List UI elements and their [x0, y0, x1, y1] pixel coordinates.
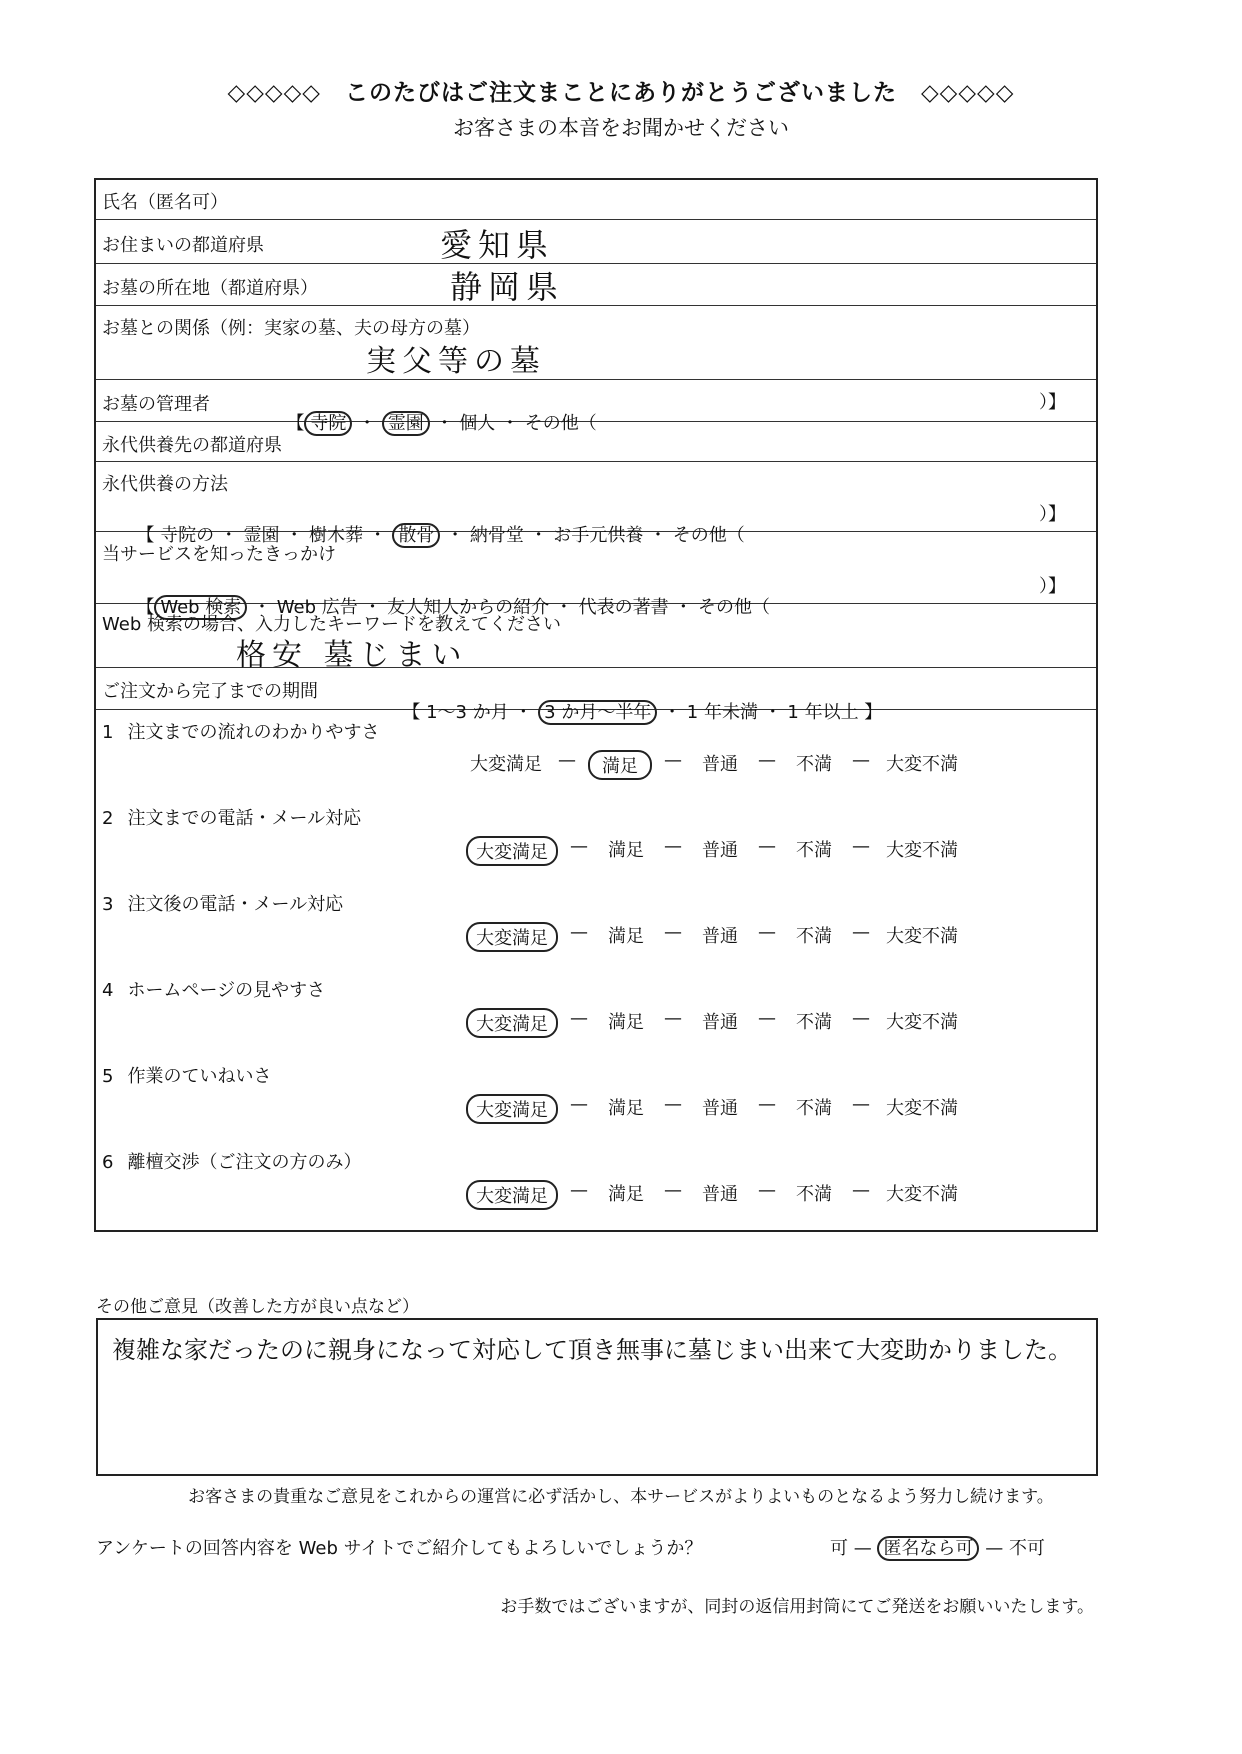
- question-number: 1: [102, 722, 114, 743]
- question-1-scale[interactable]: [466, 750, 962, 780]
- question-1-text: [102, 718, 379, 744]
- question-2-option-3[interactable]: 不満: [796, 840, 832, 861]
- grave-location-label: お墓の所在地（都道府県）: [102, 278, 318, 299]
- publish-question: アンケートの回答内容を Web サイトでご紹介してもよろしいでしょうか？: [96, 1538, 703, 1559]
- scale-dash: —: [758, 1008, 776, 1029]
- residence-row[interactable]: [96, 220, 1096, 264]
- question-2-option-1[interactable]: 満足: [608, 840, 644, 861]
- question-6-text: [102, 1148, 361, 1174]
- manager-options[interactable]: 【 寺院 ・ 霊園 ・ 個人 ・ その他（: [286, 413, 597, 434]
- source-label: 当サービスを知ったきっかけ: [102, 544, 336, 565]
- scale-dash: —: [758, 1180, 776, 1201]
- eternal-pref-label: 永代供養先の都道府県: [102, 435, 282, 456]
- publish-option-anon[interactable]: 匿名なら可: [877, 1536, 979, 1561]
- question-5-option-2[interactable]: 普通: [702, 1098, 738, 1119]
- question-4-option-1[interactable]: 満足: [608, 1012, 644, 1033]
- question-3-option-4[interactable]: 大変不満: [886, 926, 958, 947]
- scale-dash: —: [758, 922, 776, 943]
- publish-option-no[interactable]: 不可: [1008, 1538, 1045, 1559]
- question-1-option-1[interactable]: 満足: [588, 750, 652, 780]
- keyword-row[interactable]: [96, 604, 1096, 673]
- manager-close: ）】: [1039, 392, 1066, 413]
- question-number: 2: [102, 808, 114, 829]
- question-5-option-0[interactable]: 大変満足: [466, 1094, 558, 1124]
- scale-dash: —: [758, 750, 776, 771]
- scale-dash: —: [664, 836, 682, 857]
- source-option-selected[interactable]: Web 検索: [154, 595, 247, 620]
- comment-label: その他ご意見（改善した方が良い点など）: [96, 1297, 419, 1317]
- name-row[interactable]: [96, 180, 1096, 220]
- relation-row[interactable]: [96, 306, 1096, 380]
- survey-form: [94, 178, 1098, 1232]
- relation-label: お墓との関係（例：実家の墓、夫の母方の墓）: [102, 318, 480, 339]
- source-row[interactable]: [96, 532, 1096, 618]
- comment-text: 複雑な家だったのに親身になって対応して頂き無事に墓じまい出来て大変助かりました。: [112, 1336, 1072, 1364]
- question-4-option-0[interactable]: 大変満足: [466, 1008, 558, 1038]
- scale-dash: —: [570, 1180, 588, 1201]
- name-label: 氏名（匿名可）: [102, 192, 228, 213]
- question-6-option-2[interactable]: 普通: [702, 1184, 738, 1205]
- scale-dash: —: [852, 1008, 870, 1029]
- question-5-option-3[interactable]: 不満: [796, 1098, 832, 1119]
- scale-dash: —: [570, 1008, 588, 1029]
- manager-option-temple[interactable]: 寺院: [304, 411, 352, 436]
- question-2-option-0[interactable]: 大変満足: [466, 836, 558, 866]
- scale-dash: —: [852, 1094, 870, 1115]
- question-6-option-4[interactable]: 大変不満: [886, 1184, 958, 1205]
- period-option-selected[interactable]: 3 か月～半年: [538, 700, 657, 725]
- scale-dash: —: [852, 922, 870, 943]
- scale-dash: —: [758, 1094, 776, 1115]
- manager-option-cemetery[interactable]: 霊園: [382, 411, 430, 436]
- question-3-option-2[interactable]: 普通: [702, 926, 738, 947]
- thanks-message: お客さまの貴重なご意見をこれからの運営に必ず活かし、本サービスがよりよいものとなるよう努力し続けます。: [188, 1487, 1054, 1507]
- eternal-method-close: ）】: [1039, 504, 1066, 525]
- scale-dash: —: [758, 836, 776, 857]
- question-4-option-3[interactable]: 不満: [796, 1012, 832, 1033]
- question-label: 注文までの電話・メール対応: [127, 808, 362, 829]
- scale-dash: —: [570, 922, 588, 943]
- question-3-text: [102, 890, 343, 916]
- eternal-method-post: ・ 納骨堂 ・ お手元供養 ・ その他（: [446, 525, 745, 546]
- question-2-option-2[interactable]: 普通: [702, 840, 738, 861]
- grave-location-value: 静岡県: [450, 268, 565, 306]
- question-2-text: [102, 804, 361, 830]
- scale-dash: —: [664, 1180, 682, 1201]
- scale-dash: —: [570, 836, 588, 857]
- question-3-option-3[interactable]: 不満: [796, 926, 832, 947]
- period-post: ・ 1 年未満 ・ 1 年以上 】: [663, 702, 883, 723]
- eternal-method-label: 永代供養の方法: [102, 474, 228, 495]
- source-post: ・ Web 広告 ・ 友人知人からの紹介 ・ 代表の著書 ・ その他（: [253, 597, 771, 618]
- manager-rest: ・ 個人 ・ その他（: [435, 413, 597, 434]
- question-1-option-0[interactable]: 大変満足: [470, 754, 542, 775]
- eternal-pref-row[interactable]: [96, 422, 1096, 462]
- question-number: 3: [102, 894, 114, 915]
- question-5-option-1[interactable]: 満足: [608, 1098, 644, 1119]
- question-5-option-4[interactable]: 大変不満: [886, 1098, 958, 1119]
- question-2-scale[interactable]: [466, 836, 962, 866]
- question-label: 注文までの流れのわかりやすさ: [127, 722, 380, 743]
- scale-dash: —: [558, 750, 576, 771]
- question-number: 6: [102, 1152, 114, 1173]
- period-row[interactable]: [96, 668, 1096, 723]
- eternal-method-pre: 【 寺院の ・ 霊園 ・ 樹木葬 ・: [136, 525, 387, 546]
- question-label: 作業のていねいさ: [127, 1066, 272, 1087]
- question-6-option-3[interactable]: 不満: [796, 1184, 832, 1205]
- question-1-option-2[interactable]: 普通: [702, 754, 738, 775]
- question-4-option-4[interactable]: 大変不満: [886, 1012, 958, 1033]
- scale-dash: —: [852, 836, 870, 857]
- keyword-label: Web 検索の場合、入力したキーワードを教えてください: [102, 614, 561, 635]
- question-label: ホームページの見やすさ: [127, 980, 326, 1001]
- eternal-method-option-selected[interactable]: 散骨: [392, 523, 440, 548]
- publish-options[interactable]: 可 — 匿名なら可 — 不可: [830, 1538, 1045, 1559]
- question-label: 注文後の電話・メール対応: [127, 894, 344, 915]
- comment-box[interactable]: [96, 1318, 1098, 1476]
- question-3-scale[interactable]: [466, 922, 962, 952]
- scale-dash: —: [664, 1008, 682, 1029]
- question-1-option-4[interactable]: 大変不満: [886, 754, 958, 775]
- residence-value: 愛知県: [440, 226, 555, 264]
- manager-row[interactable]: [96, 380, 1096, 434]
- source-close: ）】: [1039, 576, 1066, 597]
- question-4-text: [102, 976, 325, 1002]
- page-title: ◇◇◇◇◇ このたびはご注文まことにありがとうございました ◇◇◇◇◇: [227, 80, 1015, 106]
- manager-label: お墓の管理者: [102, 394, 210, 415]
- question-1-option-3[interactable]: 不満: [796, 754, 832, 775]
- question-5-text: [102, 1062, 271, 1088]
- question-label: 離檀交渉（ご注文の方のみ）: [127, 1152, 362, 1173]
- eternal-method-row[interactable]: [96, 462, 1096, 546]
- question-4-scale[interactable]: [466, 1008, 962, 1038]
- question-4-option-2[interactable]: 普通: [702, 1012, 738, 1033]
- manager-open: 【: [286, 413, 305, 434]
- page-subtitle: お客さまの本音をお聞かせください: [453, 116, 789, 140]
- publish-option-yes[interactable]: 可: [830, 1538, 848, 1559]
- source-open: 【: [136, 597, 155, 618]
- footer-note: お手数ではございますが、同封の返信用封筒にてご発送をお願いいたします。: [500, 1597, 1094, 1617]
- rating-questions: [96, 710, 1096, 1230]
- scale-dash: —: [664, 750, 682, 771]
- question-6-scale[interactable]: [466, 1180, 962, 1210]
- question-number: 5: [102, 1066, 114, 1087]
- keyword-value: 格安 墓じまい: [236, 638, 468, 673]
- residence-label: お住まいの都道府県: [102, 235, 264, 256]
- question-3-option-0[interactable]: 大変満足: [466, 922, 558, 952]
- question-5-scale[interactable]: [466, 1094, 962, 1124]
- scale-dash: —: [570, 1094, 588, 1115]
- grave-location-row[interactable]: [96, 264, 1096, 306]
- question-6-option-0[interactable]: 大変満足: [466, 1180, 558, 1210]
- relation-value: 実父等の墓: [366, 344, 546, 379]
- scale-dash: —: [852, 1180, 870, 1201]
- period-pre: 【 1～3 か月 ・: [402, 702, 533, 723]
- question-3-option-1[interactable]: 満足: [608, 926, 644, 947]
- scale-dash: —: [664, 1094, 682, 1115]
- question-2-option-4[interactable]: 大変不満: [886, 840, 958, 861]
- period-label: ご注文から完了までの期間: [102, 681, 318, 702]
- question-number: 4: [102, 980, 114, 1001]
- scale-dash: —: [852, 750, 870, 771]
- question-6-option-1[interactable]: 満足: [608, 1184, 644, 1205]
- scale-dash: —: [664, 922, 682, 943]
